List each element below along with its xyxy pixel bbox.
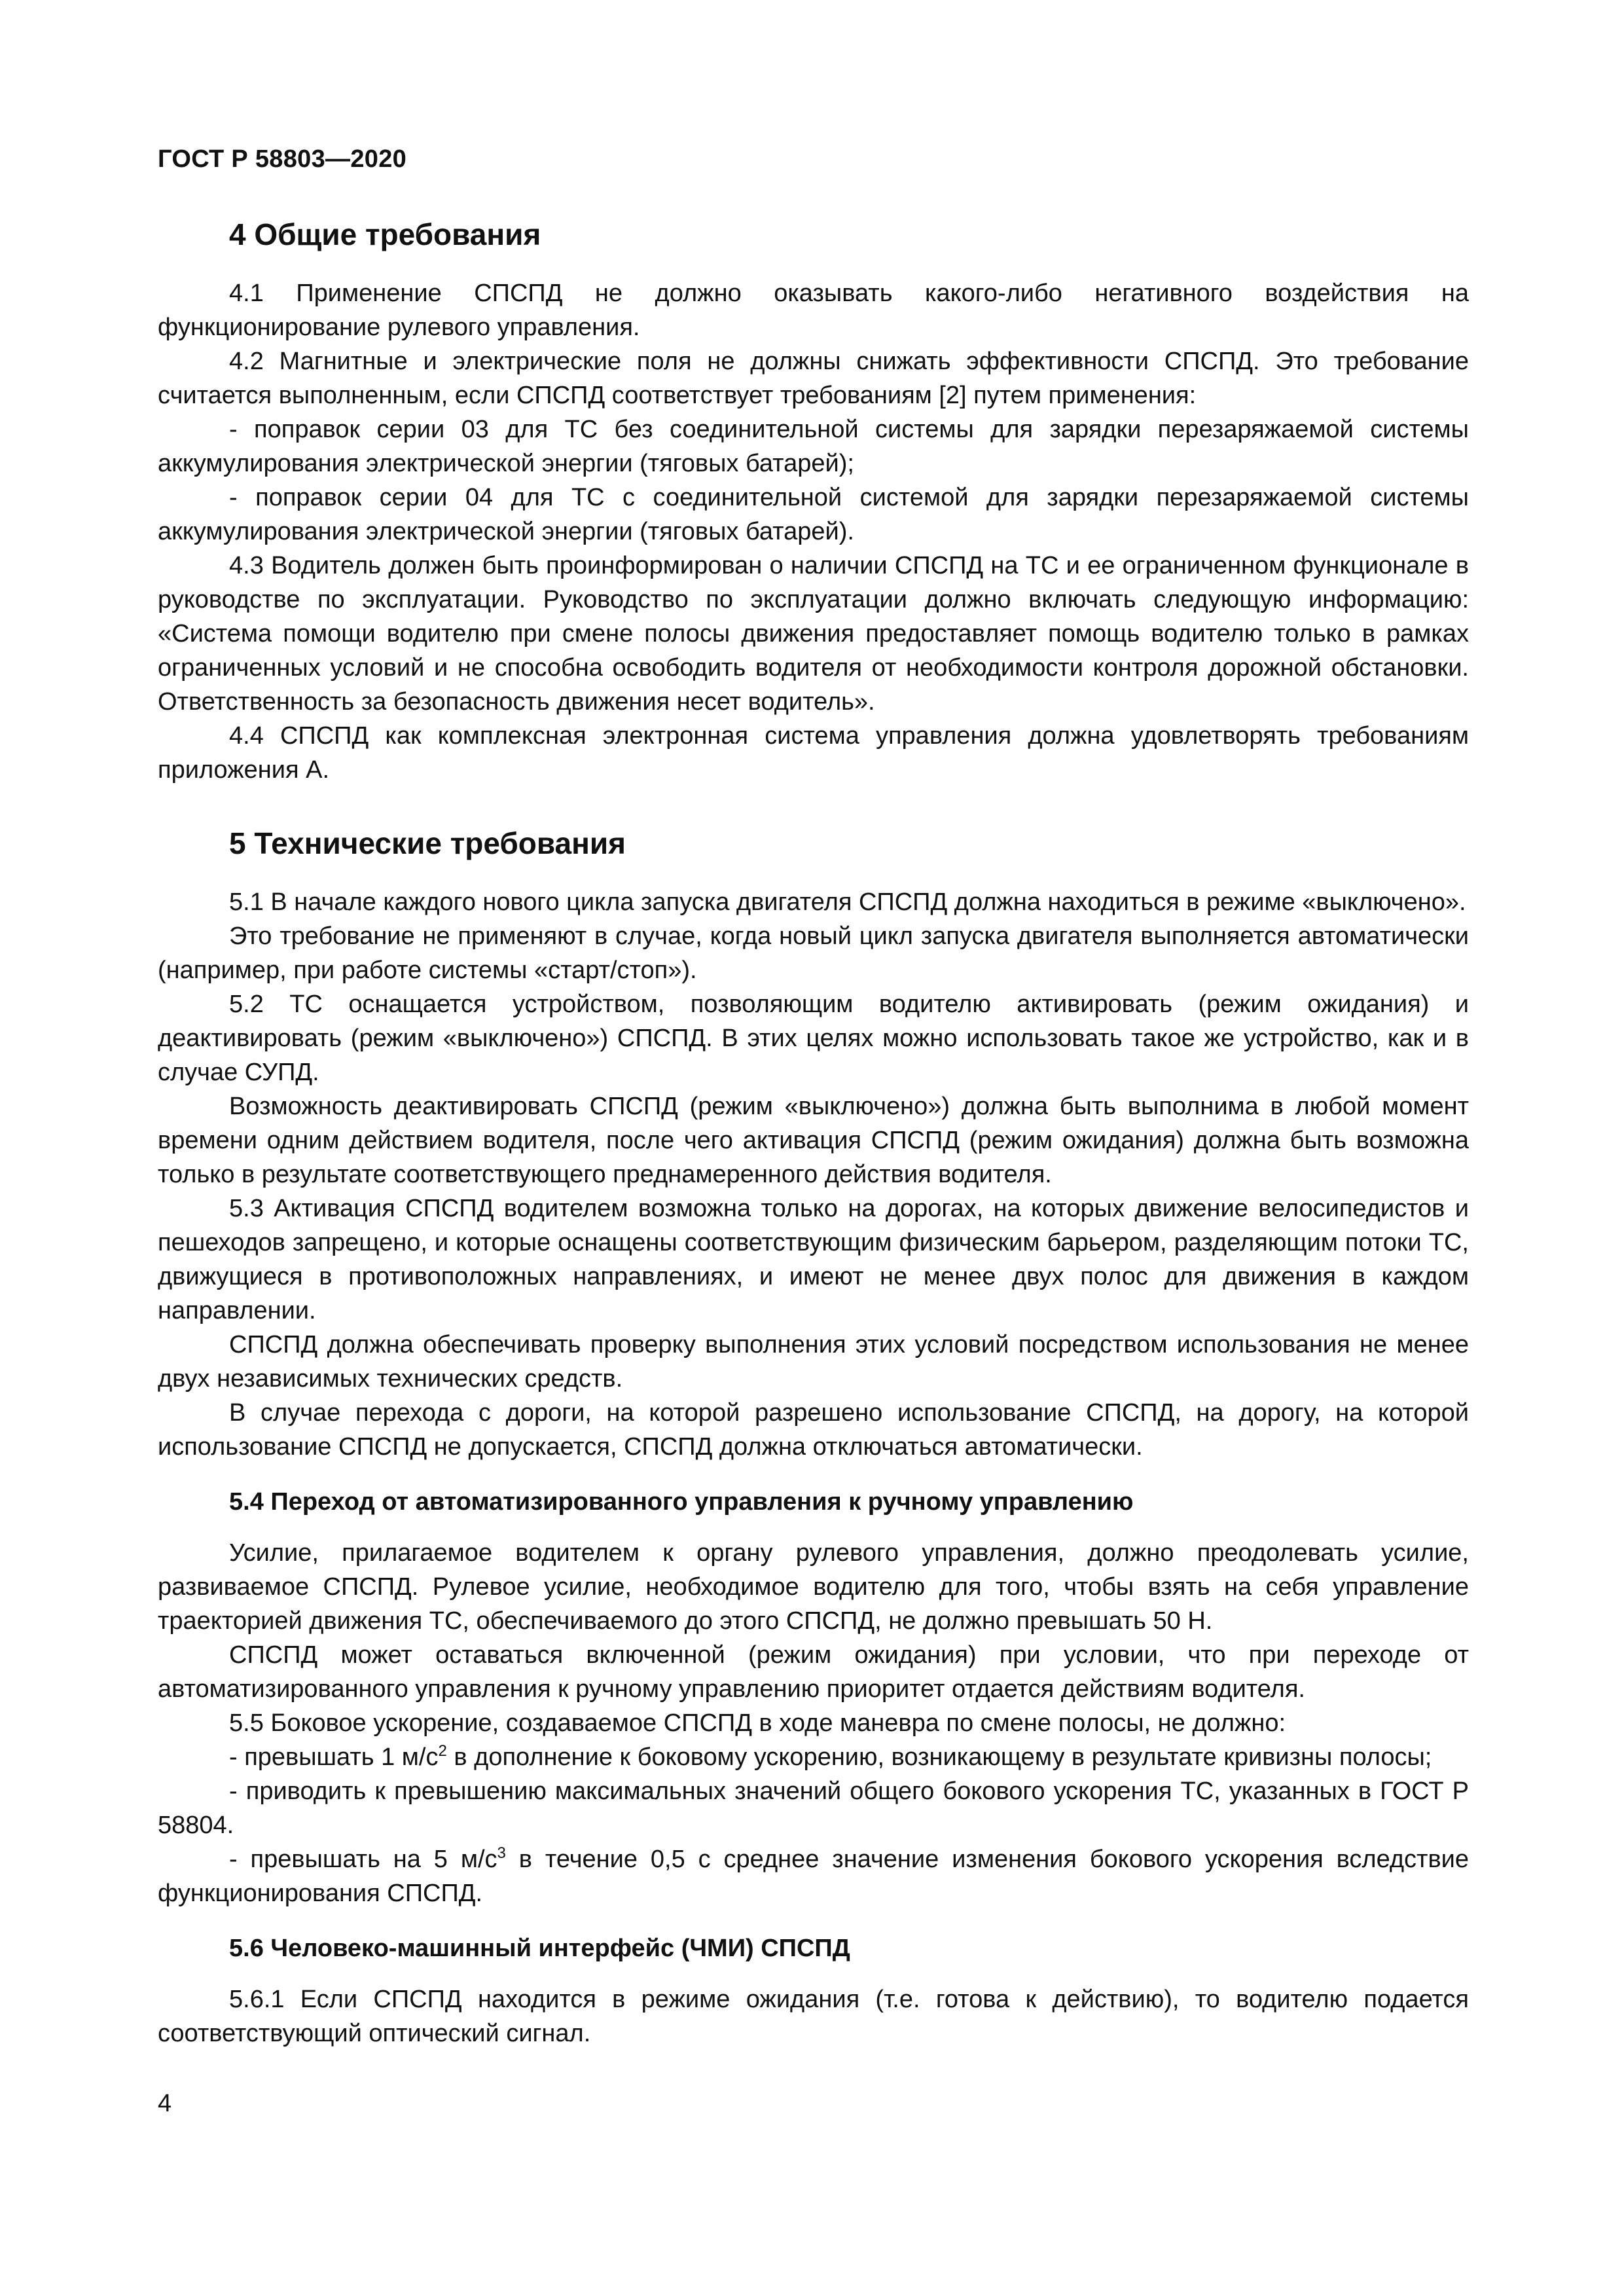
section-5-4-title: 5.4 Переход от автоматизированного управления к ручному управлению — [229, 1488, 1134, 1516]
page-number: 4 — [158, 2090, 172, 2117]
paragraph-5-2-deactivate: Возможность деактивировать СПСПД (режим «выключено») должна быть выполнима в любой момент времени одним действием водителя, после чего активация СПСПД (режим ожидания) должна быть возможна только в результате соответствующего преднамеренного действия водителя. — [158, 1093, 1469, 1188]
paragraph-4-3: 4.3 Водитель должен быть проинформирован о наличии СПСПД на ТС и ее ограниченном функционале в руководстве по эксплуатации. Руководство по эксплуатации должно включать следующую информацию: «Система помощи водителю при смене полосы движения предоставляет помощь водителю только в рамках ограниченных условий и не способна освободить водителя от необходимости контроля дорожной обстановки. Ответственность за безопасность движения несет водитель». — [158, 552, 1469, 716]
paragraph-5-4-priority: СПСПД может оставаться включенной (режим ожидания) при условии, что при переходе от автоматизированного управления к ручному управлению приоритет отдается действиям водителя. — [158, 1641, 1469, 1703]
paragraph-5-6-1: 5.6.1 Если СПСПД находится в режиме ожидания (т.е. готова к действию), то водителю подается соответствующий оптический сигнал. — [158, 1986, 1469, 2047]
list-item-5-5-a: - превышать 1 $м/с^2$ в дополнение к боковому ускорению, возникающему в результате кривизны полосы; — [229, 1742, 1432, 1771]
paragraph-4-4: 4.4 СПСПД как комплексная электронная система управления должна удовлетворять требованиям приложения А. — [158, 722, 1469, 784]
list-item-4-2-b: - поправок серии 04 для ТС с соединительной системой для зарядки перезаряжаемой системы аккумулирования электрической энергии (тяговых батарей). — [158, 484, 1469, 545]
paragraph-5-3-auto-off: В случае перехода с дороги, на которой разрешено использование СПСПД, на дорогу, на которой использование СПСПД не допускается, СПСПД должна отключаться автоматически. — [158, 1399, 1469, 1461]
paragraph-5-2: 5.2 ТС оснащается устройством, позволяющим водителю активировать (режим ожидания) и деактивировать (режим «выключено») СПСПД. В этих целях можно использовать такое же устройство, как и в случае СУПД. — [158, 991, 1469, 1086]
document-code: ГОСТ Р 58803—2020 — [158, 145, 407, 173]
section-4-title: 4 Общие требования — [229, 217, 541, 251]
paragraph-5-1-note: Это требование не применяют в случае, когда новый цикл запуска двигателя выполняется автоматически (например, при работе системы «старт/стоп»). — [158, 922, 1469, 984]
paragraph-4-2: 4.2 Магнитные и электрические поля не должны снижать эффективности СПСПД. Это требование считается выполненным, если СПСПД соответствует требованиям [2] путем применения: — [158, 348, 1469, 409]
paragraph-5-4-effort: Усилие, прилагаемое водителем к органу рулевого управления, должно преодолевать усилие, развиваемое СПСПД. Рулевое усилие, необходимое водителю для того, чтобы взять на себя управление траекторией движения ТС, обеспечиваемого до этого СПСПД, не должно превышать 50 Н. — [158, 1539, 1469, 1635]
section-5-title: 5 Технические требования — [229, 826, 626, 860]
document-body — [158, 216, 1469, 2050]
paragraph-5-1: 5.1 В начале каждого нового цикла запуска двигателя СПСПД должна находиться в режиме «выключено». — [229, 888, 1466, 916]
list-item-5-5-c: - превышать на 5 $м/с^3$ в течение 0,5 с среднее значение изменения бокового ускорения вследствие функционирования СПСПД. — [158, 1844, 1470, 1907]
list-item-4-2-a: - поправок серии 03 для ТС без соединительной системы для зарядки перезаряжаемой системы аккумулирования электрической энергии (тяговых батарей); — [158, 416, 1469, 477]
list-item-5-5-b: - приводить к превышению максимальных значений общего бокового ускорения ТС, указанных в ГОСТ Р 58804. — [158, 1777, 1469, 1839]
paragraph-5-3-check: СПСПД должна обеспечивать проверку выполнения этих условий посредством использования не менее двух независимых технических средств. — [158, 1331, 1469, 1393]
paragraph-5-3: 5.3 Активация СПСПД водителем возможна только на дорогах, на которых движение велосипедистов и пешеходов запрещено, и которые оснащены соответствующим физическим барьером, разделяющим потоки ТС, движущиеся в противоположных направлениях, и имеют не менее двух полос для движения в каждом направлении. — [158, 1195, 1469, 1324]
section-5-6-title: 5.6 Человеко-машинный интерфейс (ЧМИ) СПСПД — [229, 1935, 850, 1962]
paragraph-5-5: 5.5 Боковое ускорение, создаваемое СПСПД в ходе маневра по смене полосы, не должно: — [229, 1709, 1286, 1737]
paragraph-4-1: 4.1 Применение СПСПД не должно оказывать какого-либо негативного воздействия на функционирование рулевого управления. — [158, 280, 1469, 341]
